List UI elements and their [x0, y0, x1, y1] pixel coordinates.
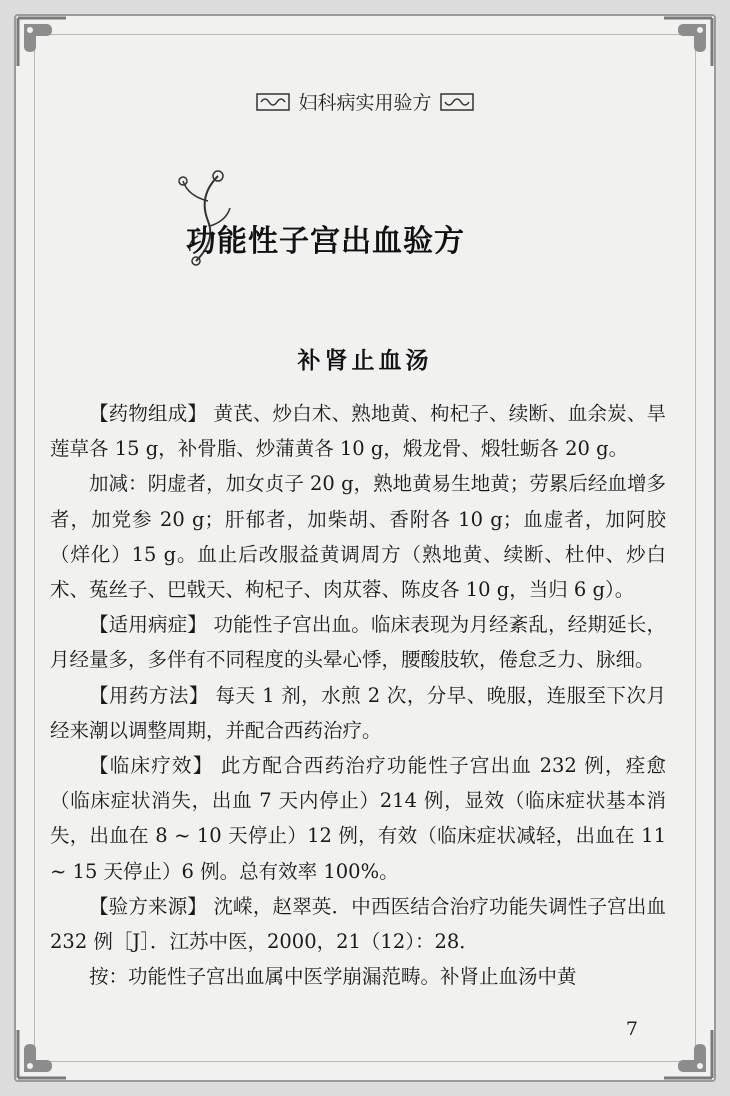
scroll-ornament-icon [440, 93, 474, 111]
paragraph-modifications: 加减：阴虚者，加女贞子 20 g，熟地黄易生地黄；劳累后经血增多者，加党参 20 g；肝郁者，加柴胡、香附各 10 g；血虚者，加阿胶（烊化）15 g。血止后改服益黄调周方（熟地黄、续断、杜仲、炒白术、菟丝子、巴戟天、枸杞子、肉苁蓉、陈皮各 10 g，当归 6 g）。 [50, 472, 666, 602]
corner-ornament-icon [662, 16, 714, 68]
paragraph-source: 【验方来源】 沈嵘，赵翠英．中西医结合治疗功能失调性子宫出血 232 例［J］．江苏中医，2000，21（12）：28． [50, 894, 666, 954]
paragraph-usage: 【用药方法】 每天 1 剂，水煎 2 次，分早、晚服，连服至下次月经来潮以调整周期，并配合西药治疗。 [50, 683, 666, 742]
section-title: 补肾止血汤 [297, 347, 433, 374]
paragraph-note: 按：功能性子宫出血属中医学崩漏范畴。补肾止血汤中黄 [89, 965, 577, 989]
body-text [50, 396, 666, 994]
chapter-title: 功能性子宫出血验方 [186, 224, 465, 259]
paragraph-indications: 【适用病症】 功能性子宫出血。临床表现为月经紊乱，经期延长，月经量多，多伴有不同程度的头晕心悸，腰酸肢软，倦怠乏力、脉细。 [50, 613, 666, 672]
running-head [16, 88, 714, 115]
book-page [14, 14, 716, 1082]
paragraph-efficacy: 【临床疗效】 此方配合西药治疗功能性子宫出血 232 例，痊愈（临床症状消失，出血 7 天内停止）214 例，显效（临床症状基本消失，出血在 8 ~ 10 天停止）12 例，有效（临床症状减轻，出血在 11 ~ 15 天停止）6 例。总有效率 100%。 [50, 754, 666, 883]
scroll-ornament-icon [256, 93, 290, 111]
corner-ornament-icon [662, 1028, 714, 1080]
page-number: 7 [625, 1018, 638, 1040]
corner-ornament-icon [16, 1028, 68, 1080]
paragraph-ingredients: 【药物组成】 黄芪、炒白术、熟地黄、枸杞子、续断、血余炭、旱莲草各 15 g，补骨脂、炒蒲黄各 10 g，煅龙骨、煅牡蛎各 20 g。 [50, 402, 666, 461]
running-head-title: 妇科病实用验方 [298, 92, 432, 114]
corner-ornament-icon [16, 16, 68, 68]
